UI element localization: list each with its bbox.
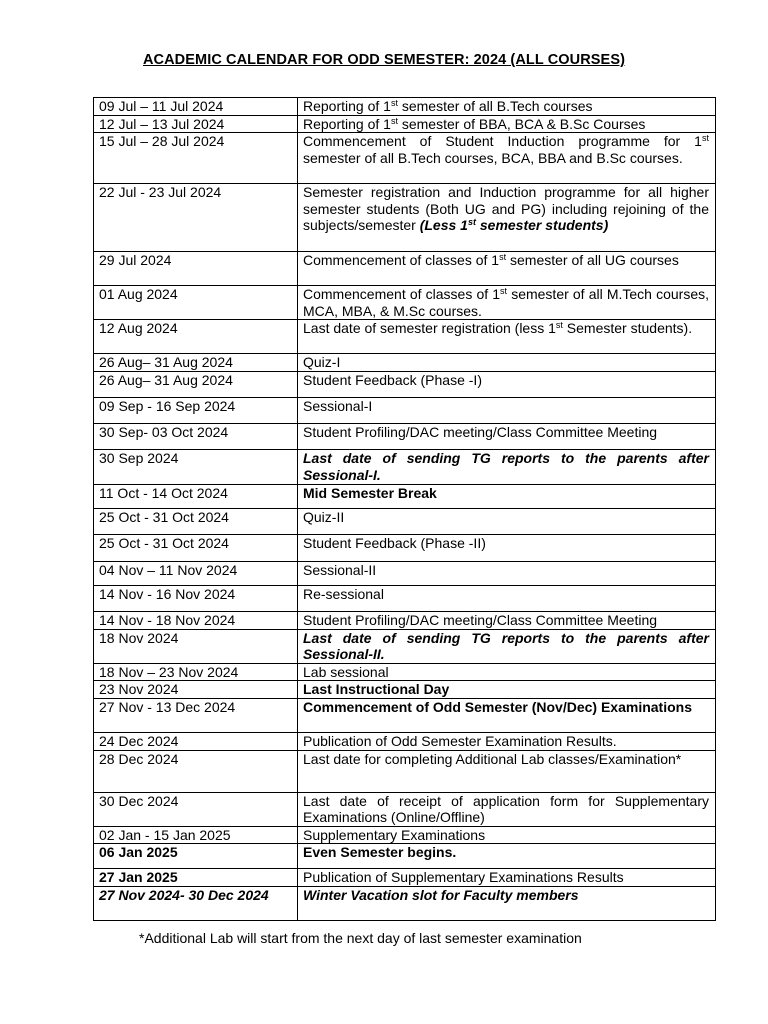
event-date: 30 Sep- 03 Oct 2024 [94, 423, 298, 449]
event-description: Sessional-I [298, 397, 716, 423]
event-date: 18 Nov – 23 Nov 2024 [94, 663, 298, 681]
event-date: 25 Oct - 31 Oct 2024 [94, 534, 298, 561]
event-description: Last date for completing Additional Lab classes/Examination* [298, 750, 716, 792]
table-row [94, 397, 716, 423]
table-row [94, 561, 716, 585]
event-description: Commencement of classes of 1st semester of all UG courses [298, 252, 716, 286]
event-description: Even Semester begins. [298, 844, 716, 869]
event-description: Publication of Supplementary Examinations Results [298, 869, 716, 887]
table-row [94, 534, 716, 561]
event-description: Reporting of 1st semester of BBA, BCA & B.Sc Courses [298, 115, 716, 133]
event-date: 25 Oct - 31 Oct 2024 [94, 508, 298, 534]
footnote: *Additional Lab will start from the next day of last semester examination [139, 930, 582, 946]
event-date: 09 Sep - 16 Sep 2024 [94, 397, 298, 423]
table-row [94, 681, 716, 699]
event-description: Last date of sending TG reports to the parents after Sessional-I. [298, 449, 716, 484]
event-date: 27 Nov - 13 Dec 2024 [94, 698, 298, 732]
event-description: Last date of receipt of application form for Supplementary Examinations (Online/Offline) [298, 792, 716, 826]
table-row [94, 508, 716, 534]
table-row [94, 484, 716, 508]
event-description: Mid Semester Break [298, 484, 716, 508]
page-title: ACADEMIC CALENDAR FOR ODD SEMESTER: 2024 (ALL COURSES) [142, 52, 626, 68]
table-row [94, 585, 716, 611]
table-row [94, 698, 716, 732]
event-date: 30 Dec 2024 [94, 792, 298, 826]
event-date: 12 Jul – 13 Jul 2024 [94, 115, 298, 133]
event-date: 26 Aug– 31 Aug 2024 [94, 371, 298, 397]
event-date: 30 Sep 2024 [94, 449, 298, 484]
event-date: 28 Dec 2024 [94, 750, 298, 792]
event-description: Student Profiling/DAC meeting/Class Committee Meeting [298, 611, 716, 629]
event-date: 26 Aug– 31 Aug 2024 [94, 354, 298, 372]
event-description: Lab sessional [298, 663, 716, 681]
event-description: Re-sessional [298, 585, 716, 611]
table-row [94, 184, 716, 252]
event-description: Commencement of classes of 1st semester of all M.Tech courses, MCA, MBA, & M.Sc courses. [298, 286, 716, 320]
event-description: Winter Vacation slot for Faculty members [298, 886, 716, 920]
table-row [94, 423, 716, 449]
event-description: Reporting of 1st semester of all B.Tech courses [298, 98, 716, 116]
table-row [94, 115, 716, 133]
event-description: Semester registration and Induction programme for all higher semester students (Both UG and PG) including rejoining of the subjects/semester (Less 1st semester students) [298, 184, 716, 252]
table-row [94, 750, 716, 792]
table-row [94, 732, 716, 750]
table-row [94, 886, 716, 920]
event-description: Publication of Odd Semester Examination Results. [298, 732, 716, 750]
event-date: 06 Jan 2025 [94, 844, 298, 869]
table-row [94, 611, 716, 629]
event-date: 14 Nov - 16 Nov 2024 [94, 585, 298, 611]
event-date: 02 Jan - 15 Jan 2025 [94, 826, 298, 844]
event-description: Quiz-II [298, 508, 716, 534]
table-row [94, 869, 716, 887]
event-description: Commencement of Student Induction programme for 1st semester of all B.Tech courses, BCA, BBA and B.Sc courses. [298, 133, 716, 184]
event-date: 18 Nov 2024 [94, 629, 298, 663]
event-description: Last date of semester registration (less 1st Semester students). [298, 320, 716, 354]
event-description: Last date of sending TG reports to the parents after Sessional-II. [298, 629, 716, 663]
table-row [94, 286, 716, 320]
table-row [94, 663, 716, 681]
event-description: Supplementary Examinations [298, 826, 716, 844]
table-row [94, 826, 716, 844]
event-date: 12 Aug 2024 [94, 320, 298, 354]
event-description: Student Profiling/DAC meeting/Class Committee Meeting [298, 423, 716, 449]
table-row [94, 320, 716, 354]
table-row [94, 252, 716, 286]
event-date: 29 Jul 2024 [94, 252, 298, 286]
table-row [94, 449, 716, 484]
table-row [94, 371, 716, 397]
event-description: Sessional-II [298, 561, 716, 585]
event-date: 15 Jul – 28 Jul 2024 [94, 133, 298, 184]
calendar-table [93, 97, 716, 921]
event-date: 24 Dec 2024 [94, 732, 298, 750]
event-date: 09 Jul – 11 Jul 2024 [94, 98, 298, 116]
event-description: Last Instructional Day [298, 681, 716, 699]
event-date: 27 Nov 2024- 30 Dec 2024 [94, 886, 298, 920]
table-row [94, 629, 716, 663]
table-row [94, 844, 716, 869]
event-date: 11 Oct - 14 Oct 2024 [94, 484, 298, 508]
event-description: Quiz-I [298, 354, 716, 372]
event-date: 27 Jan 2025 [94, 869, 298, 887]
table-row [94, 792, 716, 826]
event-date: 14 Nov - 18 Nov 2024 [94, 611, 298, 629]
table-row [94, 133, 716, 184]
event-date: 23 Nov 2024 [94, 681, 298, 699]
event-description: Student Feedback (Phase -I) [298, 371, 716, 397]
event-description: Commencement of Odd Semester (Nov/Dec) Examinations [298, 698, 716, 732]
table-row [94, 98, 716, 116]
table-row [94, 354, 716, 372]
event-description: Student Feedback (Phase -II) [298, 534, 716, 561]
event-date: 01 Aug 2024 [94, 286, 298, 320]
event-date: 22 Jul - 23 Jul 2024 [94, 184, 298, 252]
event-date: 04 Nov – 11 Nov 2024 [94, 561, 298, 585]
